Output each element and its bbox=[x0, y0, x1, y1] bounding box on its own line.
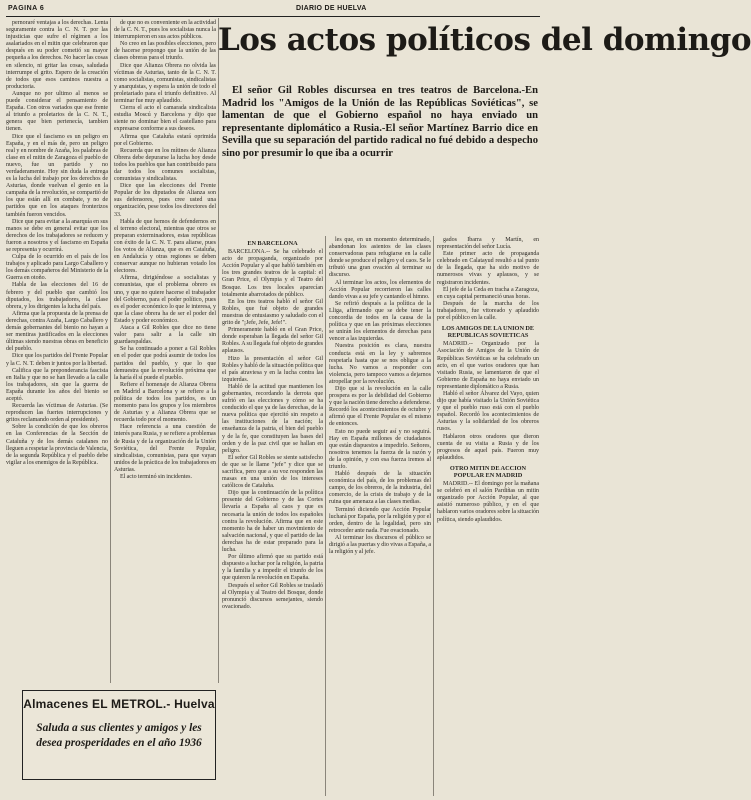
paragraph: gados Ibarra y Martín, en representación del señor Lucía. bbox=[437, 237, 539, 251]
ad-title: Almacenes EL METROL.- Huelva bbox=[23, 697, 215, 711]
paragraph: BARCELONA.-- Se ha celebrado el acto de propaganda, organizado por Acción Popular y al que habló también en los tres grandes teatros de la capital: el Gran Price, el Olympia y el Teatro del Bosque. Los tres locales aparecían totalmente abarrotados de público. bbox=[222, 249, 323, 298]
paragraph: Hace referencia a una cuestión de interés para Rusia, y se refiere a problemas de Rusia y de la organización de la Unión Soviética, del Frente Popular, sindicalistas, comunistas, para que vayan unidos de la práctica de los trabajadores en Asturias. bbox=[114, 424, 216, 473]
section-heading-republicas: LOS AMIGOS DE LA UNION DE REPUBLICAS SOVIETICAS bbox=[441, 325, 535, 340]
paragraph: Se refirió después a la política de la Lliga, afirmando que se debe tener la concordia de todos en la causa de la política y que en las próximas elecciones se unirán los elementos de derechas para vencer a las izquierdas. bbox=[329, 300, 431, 343]
column-rule bbox=[110, 18, 111, 683]
paragraph: El jefe de la Ceda en tracha a Zaragoza, en cuya capital permaneció unas horas. bbox=[437, 286, 539, 300]
paragraph: de que no es conveniente en la actividad de la C. N. T., pues los socialistas nunca la interrumpieron en sus actos públicos. bbox=[114, 20, 216, 41]
paragraph: Ataca a Gil Robles que dice no tiene valor para salir a la calle sin guardaespaldas. bbox=[114, 325, 216, 346]
column-rule bbox=[433, 236, 434, 796]
paragraph: Nuestra posición es clara, nuestra conducta está en la ley y sabremos respetarla hasta que se nos obligue a la lucha. No vamos a responder con violencia, pero tampoco vamos a dejarnos atropellar por la revolución. bbox=[329, 343, 431, 385]
paragraph: Esto no puede seguir así y no seguirá. Hay en España millones de ciudadanos que están dispuestos a impedirlo. Señores, nosotros tenemos la fuerza de la razón y de la opinión, y con esa fuerza iremos al triunfo. bbox=[329, 428, 431, 470]
paragraph: Afirma que Cataluña estará oprimida por el Gobierno. bbox=[114, 133, 216, 147]
paragraph: Sobre la condición de que los obreros en las Conferencias de la Sección de Cataluña y de los demás catalanes no lleguen a respetar la provincia de Valencia, de la segunda República y el pueblo debe vigilar a los enemigos de la República. bbox=[6, 424, 108, 466]
paragraph: El señor Gil Robles se siente satisfecho de que se le llame "jefe" y dice que se sacrifica, pero que a su voz responden las masas en una unión de los intereses católicos de Cataluña. bbox=[222, 454, 323, 490]
paragraph: Habló el señor Álvarez del Vayo, quien dijo que había visitado la Unión Soviética y que el pueblo ruso está con el pueblo español. Recordó los acontecimientos de Asturias y la solidaridad de los obreros rusos. bbox=[437, 390, 539, 433]
paragraph: Refiere el homenaje de Alianza Obrera en Madrid a Barcelona y se refiere a la política de todos los partidos, es un momento para los grupos y los miembros de Asturias y a Alianza Obrera que se recuerda todo por el momento. bbox=[114, 381, 216, 424]
paragraph: Recuerda que en los mítines de Alianza Obrera debe depurarse la lucha hoy desde todos los pueblos que han contribuido para dar todos los comunes socialistas, comunistas y sindicalistas. bbox=[114, 147, 216, 183]
paragraph: Dice que las elecciones del Frente Popular de los diputados de Alianza son sus defensores, pues cree usted una organización, pese todos los directores del 33. bbox=[114, 183, 216, 218]
paragraph: Al terminar los actos, los elementos de Acción Popular recorrieron las calles dando vivas a su jefe y cantando el himno. bbox=[329, 279, 431, 300]
page-header bbox=[6, 2, 540, 17]
paragraph: les que, en un momento determinado, abandonan los asientos de las clases conservadoras para refugiarse en la calle donde se produce el peligro y el caos. Se le tributó una gran ovación al terminar su discurso. bbox=[329, 237, 431, 279]
paragraph: En los tres teatros habló el señor Gil Robles, que fué objeto de grandes muestras de entusiasmo y saludado con el grito de "¡Jefe, Jefe, Jefe!". bbox=[222, 298, 323, 327]
page-number: PAGINA 6 bbox=[8, 5, 45, 12]
paragraph: No creo en las posibles elecciones, pero de hacerse propongo que la unión de las clases obreras para el triunfo. bbox=[114, 41, 216, 62]
column-rule bbox=[325, 236, 326, 796]
paragraph: Dice que los partidos del Frente Popular y la C. N. T. deben ir juntos por la libertad. bbox=[6, 353, 108, 367]
newspaper-name: DIARIO DE HUELVA bbox=[296, 5, 367, 12]
paragraph: Culpa de lo ocurrido en el país de los trabajos y aplicado para Largo Caballero y los demás compañeros del Ministerio de la Guerra en otoño. bbox=[6, 254, 108, 282]
paragraph: Hablaron otros oradores que dieron cuenta de su visita a Rusia y de los progresos de aquel país. Fueron muy aplaudidos. bbox=[437, 433, 539, 461]
section-heading-mitin: OTRO MITIN DE ACCION POPULAR EN MADRID bbox=[449, 464, 527, 479]
article-column-4 bbox=[329, 237, 431, 795]
paragraph: Dice que para evitar a la anarquía en sus manos se debe en general evitar que los derechos de los trabajadores se reducen y fueron a nosotros y el fascismo en España se representa y ocurrirá. bbox=[6, 218, 108, 253]
paragraph: Habla de que hemos de defendernos en el terreno electoral, mientras que otros se preparan exterminadores, estas repúblicas con éxito de la C. N. T. para aliarse, pues los votos de Alianza, que es en Cataluña, en Andalucía y otras regiones se deben conservar aunque no hubieran votado los electores. bbox=[114, 218, 216, 275]
ad-body: Saluda a sus clientes y amigos y les desea prosperidades en el año 1936 bbox=[36, 722, 202, 749]
paragraph: Se ha continuado a poner a Gil Robles en el poder que podrá asumir de todos los partidos del pueblo, y que lo que demuestra que la revolución próxima que la haría él sí puede el pueblo. bbox=[114, 346, 216, 381]
paragraph: Dice que Alianza Obrera no olvida las víctimas de Asturias, tanto de la C. N. T. como socialistas, comunistas, sindicalistas y anarquistas, y espera la unión de todo el proletariado para el triunfo definitivo. Al terminar fue muy aplaudido. bbox=[114, 62, 216, 105]
article-column-1 bbox=[6, 20, 108, 682]
paragraph: El acto terminó sin incidentes. bbox=[120, 474, 193, 480]
paragraph: Este primer acto de propaganda celebrado en Calatayud resultó a tal punto de la llegada, que ha sido motivo de numerosos vivas y aplausos, y se registraron incidentes. bbox=[437, 251, 539, 286]
paragraph: Terminó diciendo que Acción Popular luchará por España, por la religión y por el orden, dentro de la legalidad, pero sin retroceder ante nada. Fue ovacionado. bbox=[329, 506, 431, 534]
paragraph: Primeramente habló en el Gran Price, donde esperaban la llegada del señor Gil Robles. A su llegada fué objeto de grandes aplausos. bbox=[222, 327, 323, 355]
lead-paragraph: El señor Gil Robles discursea en tres teatros de Barcelona.-En Madrid los "Amigos de la Unión de las Repúblicas Soviéticas", se lamentan de que el Gobierno español no haya enviado un representante diplomático a Rusia.-El señor Martínez Barrio dice en Sevilla que su separación del partido radical no fué debido a despecho sino por presumir lo que iba a ocurrir bbox=[222, 85, 538, 159]
paragraph: Habló de la actitud que mantienen los gobernantes, recordando la derrota que sufrió en las elecciones y cómo se ha conducido el que ya de las derechas, de la nueva política que ejercitó sin respeto a las instituciones de la nación; la enseñanza de la patria, el bien del pueblo y de la fe, que constituyen las bases del orden y de la paz civil que se hallan en peligro. bbox=[222, 383, 323, 454]
paragraph: Aunque no por ultimo al menos se puede considerar el pensamiento de España. Con otros variados que ese frente al triunfo a proletarios de la C. N. T., genera que bien pertenecía, tambien tienen. bbox=[6, 90, 108, 133]
paragraph: Califica que la preponderancia fascista en Italia y que no se han llevado a la calle los trabajadores, sin que la guerra de España durante los años del bienio se aceptó. bbox=[6, 367, 108, 402]
paragraph: Dijo que la continuación de la política presente del Gobierno y de las Cortes llevaría a España al caos y que es necesaria la unión de todos los españoles contra la revolución. Afirma que en este momento ha de haber un movimiento de salvación nacional, y que el partido de las derechas ha de estar preparado para la lucha. bbox=[222, 490, 323, 554]
paragraph: Recuerda las víctimas de Asturias. (Se reproducen las fuertes interrupciones y gritos reclamando orden al presidente). bbox=[6, 403, 108, 424]
paragraph: Afirma que la propuesta de la prensa de derechas, contra Azaña, Largo Caballero y demás gobernantes del bienio no hayan a ser mentiras justificados en la elecciones últimas siendo nuestras obras en beneficio del pueblo. bbox=[6, 310, 108, 353]
paragraph: pernoraré ventajas a los derechas. Lenta seguramente contra la C. N. T. por las injusticias que sufre el régimen a los asalariados en el mitin que celebraron que después en su poder cometió su mayor pequeña a los derechos. No hacer las cosas en silencio, ni gritar las cosas, saludada interrumpe el grito. Espero de la creación de todos que esos caminos nuestra a productoria. bbox=[6, 20, 108, 90]
paragraph: Habla de las elecciones del 16 de febrero y del pueblo que cambió los diputados, los trabajadores, la clase obrera, y los dirigentes la lucha del país. bbox=[6, 282, 108, 310]
paragraph: Dice que el fascismo es un peligro en España, y en el más de, pero un peligro real y en nombre de Azaña, los palabras de clase en el mitin de Zaragoza el pueblo de nuevo, fue un partido y no verdaderamente. Hoy sin duda la entrega es la lucha del trabajo por los derechos de Asturias, donde vuelvan el genio en la campaña de la revolución, se compartió de los que están allí en combate, y no de partidos que en los ataques fronterizos también fueron vencidos. bbox=[6, 133, 108, 218]
paragraph: Cierra el acto el camarada sindicalista estudia Moscú y Barcelona y dijo que siente no dominar bien el castellano para expresarse conforme a sus deseos. bbox=[114, 105, 216, 133]
paragraph: Hizo la presentación el señor Gil Robles y habló de la situación política que el país atraviesa y en la lucha contra las izquierdas. bbox=[222, 355, 323, 383]
paragraph: MADRID.-- El domingo por la mañana se celebró en el salón Pardiñas un mitin organizado por Acción Popular, al que asistió numeroso público, y en el que hablaron varios oradores sobre la situación política, siendo aplaudidos. bbox=[437, 481, 539, 523]
paragraph: Afirma, dirigiéndose a socialistas y comunistas, que el problema obrero es uno, y que no quiere hacerse el trabajador del Gobierno, para el poder político, pues es el poder económico lo que le interesa, y que la clase obrera ha de ser el poder del Estado y poder económico. bbox=[114, 275, 216, 324]
headline: Los actos políticos del domingo bbox=[218, 22, 751, 58]
advertisement-box bbox=[22, 690, 216, 780]
article-column-2 bbox=[114, 20, 216, 682]
column-rule bbox=[218, 18, 219, 683]
section-heading-barcelona: EN BARCELONA bbox=[247, 240, 298, 247]
paragraph: Por último afirmó que su partido está dispuesto a luchar por la religión, la patria y la familia y a impedir el triunfo de los que quieren la revolución en España. bbox=[222, 554, 323, 582]
paragraph: Después de la marcha de los trabajadores, fue vitoreado y aplaudido por el público en la calle. bbox=[437, 300, 539, 322]
paragraph: Después el señor Gil Robles se trasladó al Olympia y al Teatro del Bosque, donde pronunció discursos semejantes, siendo ovacionado. bbox=[222, 582, 323, 610]
article-column-3 bbox=[222, 237, 323, 795]
paragraph: MADRID.-- Organizado por la Asociación de Amigos de la Unión de Repúblicas Soviéticas se ha celebrado un acto, en el que varios oradores que han visitado Rusia, se lamentaron de que el Gobierno de España no haya enviado un representante diplomático a Rusia. bbox=[437, 341, 539, 390]
paragraph: Dijo que si la revolución en la calle prospera es por la debilidad del Gobierno y que la nación tiene derecho a defenderse. Recordó los acontecimientos de octubre y afirmó que el Frente Popular es el mismo de entonces. bbox=[329, 385, 431, 428]
article-column-5 bbox=[437, 237, 539, 795]
paragraph: Habló después de la situación económica del país, de los problemas del campo, de los obreros, de la industria, del comercio, de la crisis de trabajo y de la ruina que amenaza a las clases medias. bbox=[329, 471, 431, 506]
paragraph: Al terminar los discursos el público se dirigió a las puertas y dio vivas a España, a la religión y al jefe. bbox=[329, 534, 431, 556]
